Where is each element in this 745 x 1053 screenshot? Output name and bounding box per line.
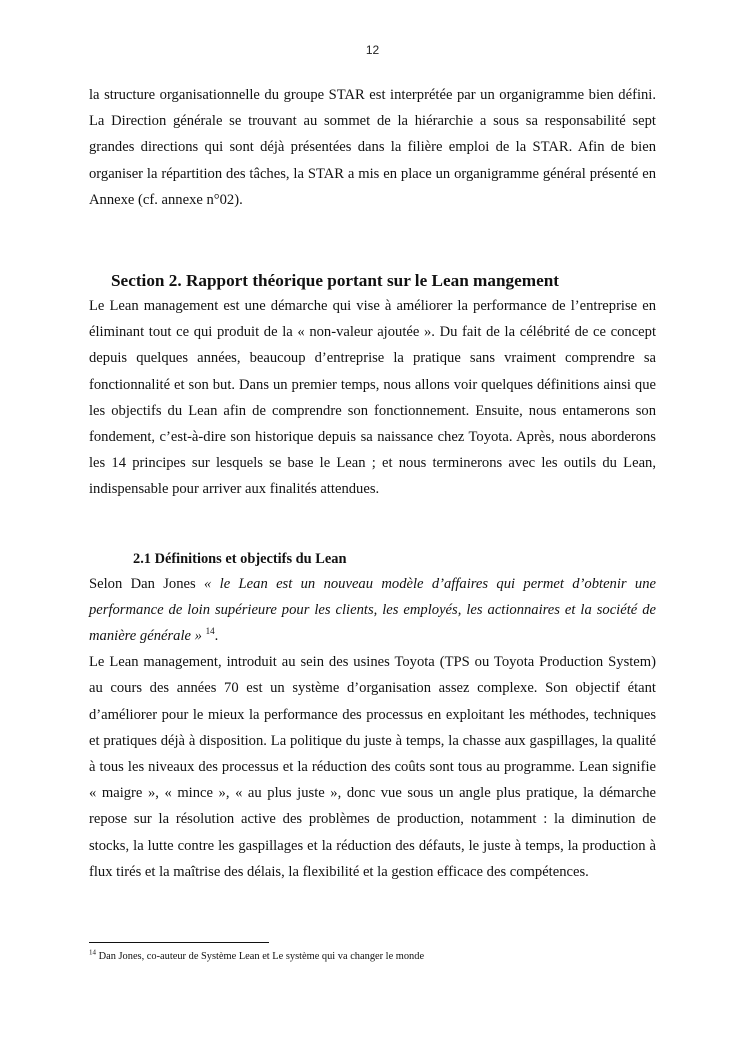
footnote-reference[interactable]: 14 xyxy=(205,626,215,637)
subsection-heading: 2.1 Définitions et objectifs du Lean xyxy=(133,550,347,567)
footnote-divider xyxy=(89,942,269,943)
footnote xyxy=(89,950,689,964)
footnote-text: Dan Jones, co-auteur de Système Lean et Le système qui va changer le monde xyxy=(96,951,425,962)
lean-definition-paragraph: Le Lean management, introduit au sein des usines Toyota (TPS ou Toyota Production System) au cours des années 70 est un système d’organisation assez complexe. Son objectif étant d’améliorer pour le mieux la performance des processus en exploitant les méthodes, techniques et pratiques déjà à disposition. La politique du juste à temps, la chasse aux gaspillages, la qualité à tous les niveaux des processus et la réduction des coûts sont tous au programme. Lean signifie « maigre », « mince », « au plus juste », donc vue sous un angle plus pratique, la démarche repose sur la résolution active des problèmes de production, notamment : la diminution de stocks, la lutte contre les gaspillages et la réduction des défauts, le juste à temps, la production à flux tirés et la maîtrise des délais, la flexibilité et la gestion efficace des compétences. xyxy=(89,654,656,880)
quote-end: . xyxy=(214,628,219,645)
quote-paragraph xyxy=(89,571,656,650)
intro-paragraph: la structure organisationnelle du groupe STAR est interprétée par un organigramme bien défini. La Direction générale se trouvant au sommet de la hiérarchie a sous sa responsabilité sept grandes directions qui sont déjà présentées dans la filière emploi de la STAR. Afin de bien organiser la répartition des tâches, la STAR a mis en place un organigramme général présenté en Annexe (cf. annexe n°02). xyxy=(89,87,656,208)
section-paragraph: Le Lean management est une démarche qui vise à améliorer la performance de l’entreprise en éliminant tout ce qui produit de la « non-valeur ajoutée ». Du fait de la célébrité de ce concept depuis quelques années, beaucoup d’entreprise la pratique sans vraiment comprendre sa fonctionnalité et son but. Dans un premier temps, nous allons voir quelques définitions ainsi que les objectifs du Lean afin de comprendre son fonctionnement. Ensuite, nous entamerons son fondement, c’est-à-dire son historique depuis sa naissance chez Toyota. Après, nous aborderons les 14 principes sur lesquels se base le Lean ; et nous terminerons avec les outils du Lean, indispensable pour arriver aux finalités attendues. xyxy=(89,298,656,498)
quote-intro: Selon Dan Jones xyxy=(89,575,205,592)
section-heading: Section 2. Rapport théorique portant sur le Lean mangement xyxy=(111,271,559,291)
quote-text: « le Lean est un nouveau modèle d’affaires qui permet d’obtenir une performance de loin supérieure pour les clients, les employés, les actionnaires et la société de manière générale » xyxy=(89,575,656,645)
page-number: 12 xyxy=(365,43,380,57)
document-body xyxy=(89,82,656,885)
footnote-number: 14 xyxy=(89,948,96,957)
